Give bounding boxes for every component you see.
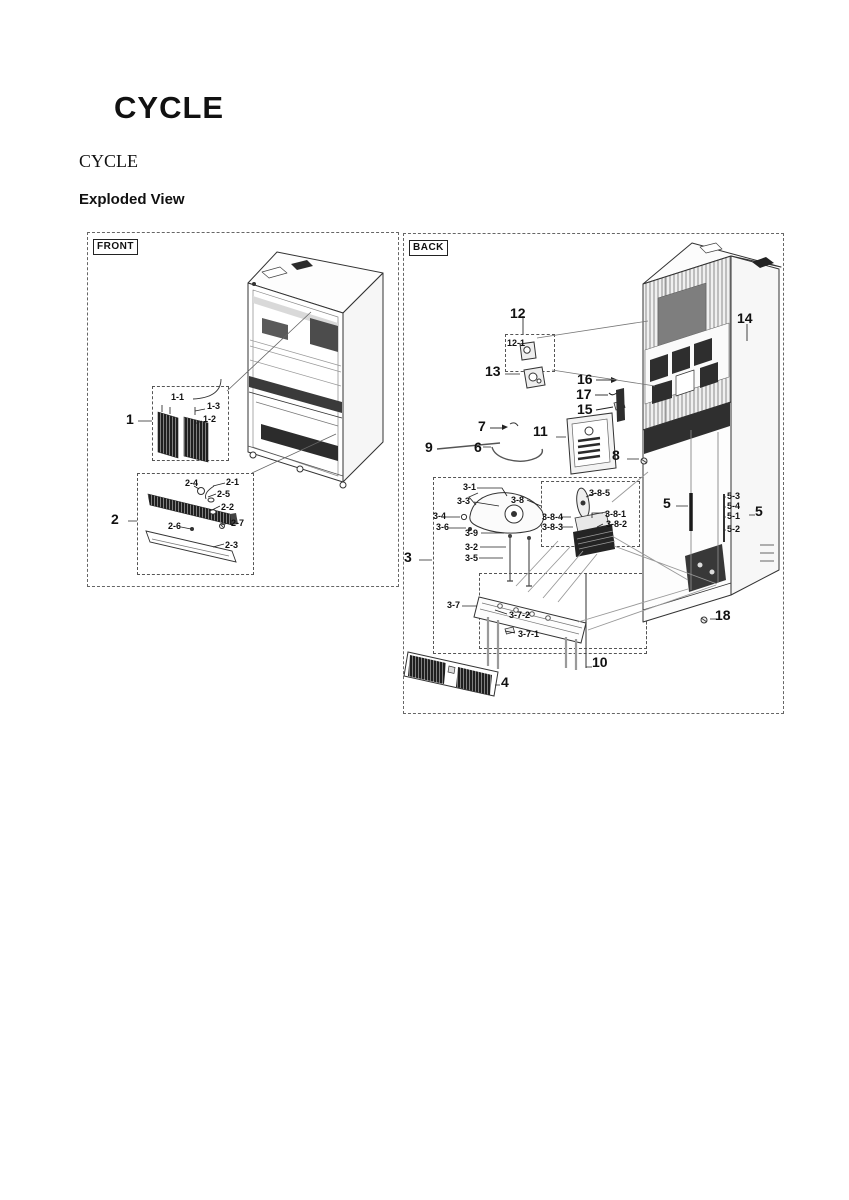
part-label-1-3: 1-3 <box>207 401 221 411</box>
part-label-4: 4 <box>501 674 509 690</box>
part-label-14: 14 <box>737 310 753 326</box>
page-title: CYCLE <box>114 90 225 125</box>
part-label-3-3: 3-3 <box>457 496 471 506</box>
part-label-2: 2 <box>111 511 119 527</box>
part-label-8: 8 <box>612 447 620 463</box>
part-label-3-4: 3-4 <box>433 511 447 521</box>
part-label-3-9: 3-9 <box>465 528 479 538</box>
front-cabinet-drawing <box>248 252 383 488</box>
back-view-tag: BACK <box>409 240 448 256</box>
part-label-10: 10 <box>592 654 608 670</box>
part-label-5-3: 5-3 <box>727 491 741 501</box>
part-label-3-6: 3-6 <box>436 522 450 532</box>
part-label-5-1: 5-1 <box>727 511 741 521</box>
part-label-2-6: 2-6 <box>168 521 182 531</box>
part-label-15: 15 <box>577 401 593 417</box>
part-label-3-2: 3-2 <box>465 542 479 552</box>
part-label-2-2: 2-2 <box>221 502 235 512</box>
part-label-3: 3 <box>404 549 412 565</box>
part-label-17: 17 <box>576 386 592 402</box>
part-label-11: 11 <box>533 423 548 439</box>
part-label-16: 16 <box>577 371 593 387</box>
part-label-7: 7 <box>478 418 486 434</box>
part-label-3-7-1: 3-7-1 <box>518 629 540 639</box>
part-label-3-8-4: 3-8-4 <box>542 512 564 522</box>
part-label-5-right: 5 <box>755 503 763 519</box>
part-label-1-2: 1-2 <box>203 414 217 424</box>
part-label-5-2: 5-2 <box>727 524 741 534</box>
part-label-2-1: 2-1 <box>226 477 240 487</box>
part-label-3-8-1: 3-8-1 <box>605 509 627 519</box>
part-label-9: 9 <box>425 439 433 455</box>
part-label-1: 1 <box>126 411 134 427</box>
part-label-3-8-3: 3-8-3 <box>542 522 564 532</box>
part-label-3-8-5: 3-8-5 <box>589 488 611 498</box>
part-label-6: 6 <box>474 439 482 455</box>
part-label-3-8: 3-8 <box>511 495 525 505</box>
part-label-12-1: 12-1 <box>507 338 526 348</box>
section-heading: CYCLE <box>79 151 139 171</box>
part-label-1-1: 1-1 <box>171 392 185 402</box>
part-label-2-3: 2-3 <box>225 540 239 550</box>
part-label-2-7: 2-7 <box>231 518 245 528</box>
part-label-13: 13 <box>485 363 501 379</box>
part-label-3-8-2: 3-8-2 <box>606 519 628 529</box>
front-view-tag: FRONT <box>93 239 138 255</box>
part-label-12: 12 <box>510 305 526 321</box>
part-label-2-4: 2-4 <box>185 478 199 488</box>
part-label-3-5: 3-5 <box>465 553 479 563</box>
part-label-3-7-2: 3-7-2 <box>509 610 531 620</box>
part-label-2-5: 2-5 <box>217 489 231 499</box>
part-label-3-1: 3-1 <box>463 482 477 492</box>
part-label-18: 18 <box>715 607 731 623</box>
back-cabinet-drawing <box>643 243 781 622</box>
part-label-5-left: 5 <box>663 495 671 511</box>
back-part4-cover-drawing <box>404 652 498 696</box>
part-label-3-7: 3-7 <box>447 600 461 610</box>
part-label-5-4: 5-4 <box>727 501 741 511</box>
subsection-heading: Exploded View <box>79 191 185 208</box>
